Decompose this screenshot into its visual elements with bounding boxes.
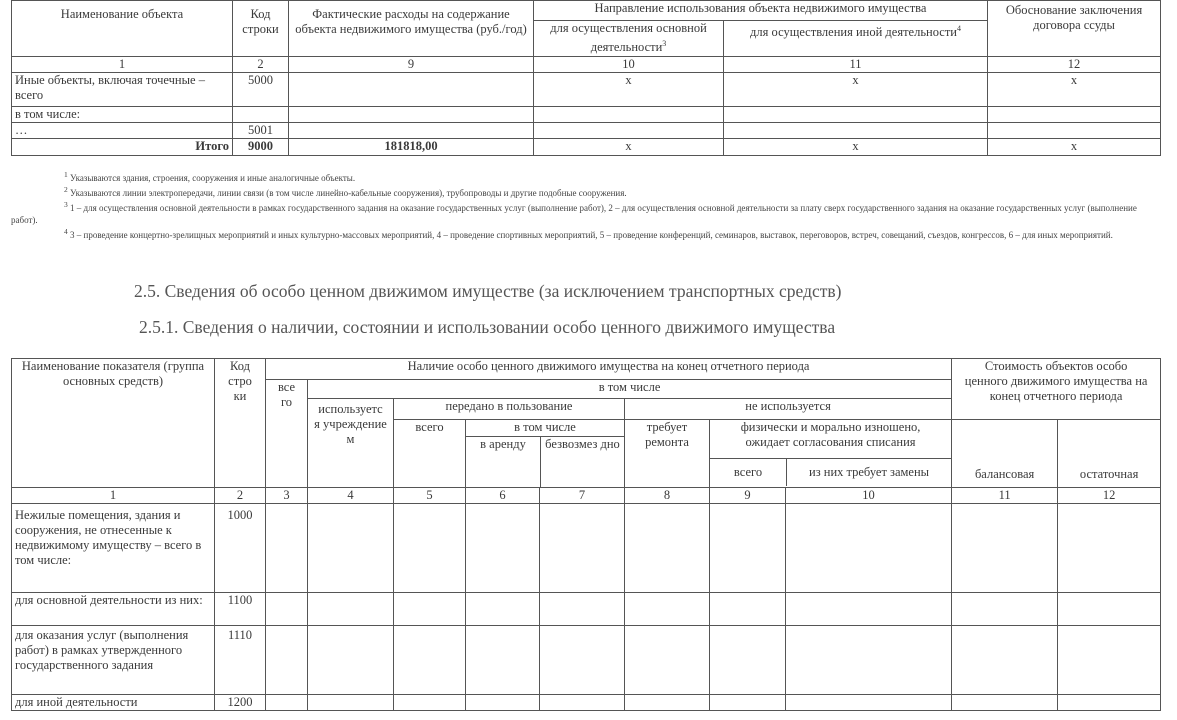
row-code: 1000 (215, 504, 266, 593)
col-number: 3 (266, 488, 308, 504)
header-worn-replace: из них требует замены (809, 465, 930, 479)
table-row (12, 123, 1161, 139)
footnote: $^2$ Указываются линии электропередачи, линии связи (в том числе линейно-кабельные сооружения), трубопроводы и другие подобные сооружения. (64, 185, 627, 198)
col-number: 9 (710, 488, 786, 504)
header-code: Код стро ки (215, 359, 266, 488)
row-code: 1100 (215, 593, 266, 626)
header-total: все го (266, 380, 308, 488)
footnote: $^3$ 1 – для осуществления основной деятельности в рамках государственного задания на оказание государственных услуг (выполнение работ), 2 – для осуществления основной деятельности за плату сверх государственного задания на оказание государственных услуг (выполнение работ). (11, 200, 1137, 225)
col-number: 9 (289, 57, 534, 73)
header-trans-incl: в том числе (466, 420, 624, 437)
footnote: $^4$ 3 – проведение концертно-зрелищных мероприятий и иных культурно-массовых мероприятий, 4 – проведение спортивных мероприятий, 5 – проведение конференций, семинаров, выставок, переговоров, встреч, совещаний, съездов, конгрессов, 6 – для иных мероприятий. (64, 227, 1113, 240)
table-row (12, 626, 1161, 695)
valuable-property-table (11, 358, 1161, 711)
header-trans-total: всего (394, 420, 466, 488)
col-number: 12 (988, 57, 1161, 73)
row-c10: x (534, 73, 724, 107)
row-name: для иной деятельности (12, 695, 215, 711)
total-row (12, 139, 1161, 156)
row-expenses: 181818,00 (289, 139, 534, 156)
col-number: 2 (233, 57, 289, 73)
row-name: Итого (12, 139, 233, 156)
footnotes (11, 169, 1161, 241)
row-c12 (988, 123, 1161, 139)
header-justification: Обоснование заключения договора ссуды (988, 1, 1161, 57)
section-title: 2.5. Сведения об особо ценном движимом имуществе (за исключением транспортных средств) (134, 281, 842, 301)
col-number: 8 (625, 488, 710, 504)
row-c11 (724, 107, 988, 123)
header-main-activity: для осуществления основной деятельности$^3$ (534, 21, 724, 57)
footnote: $^1$ Указываются здания, строения, сооружения и иные аналогичные объекты. (64, 170, 356, 183)
row-c11: x (724, 73, 988, 107)
col-number: 11 (724, 57, 988, 73)
section-subtitle: 2.5.1. Сведения о наличии, состоянии и использовании особо ценного движимого имущества (139, 317, 836, 337)
row-name: Нежилые помещения, здания и сооружения, не отнесенные к недвижимому имуществу – всего в том числе: (12, 504, 215, 593)
row-code: 1200 (215, 695, 266, 711)
row-c10: x (534, 139, 724, 156)
table-row (12, 504, 1161, 593)
header-used: используетс я учреждение м (308, 399, 394, 488)
row-code: 5001 (233, 123, 289, 139)
header-code: Код строки (233, 1, 289, 57)
table-row (12, 593, 1161, 626)
header-repair: требует ремонта (625, 420, 710, 488)
header-residual: остаточная (1058, 420, 1161, 488)
row-c11 (724, 123, 988, 139)
column-numbers-row (12, 488, 1161, 504)
col-number: 5 (394, 488, 466, 504)
header-not-used: не используется (625, 399, 952, 420)
col-number: 6 (466, 488, 540, 504)
col-number: 12 (1058, 488, 1161, 504)
row-c12 (988, 107, 1161, 123)
header-expenses: Фактические расходы на содержание объекта недвижимого имущества (руб./год) (289, 1, 534, 57)
column-numbers-row (12, 57, 1161, 73)
header-worn-group (710, 420, 952, 488)
row-code: 1110 (215, 626, 266, 695)
header-free: безвозмез дно (545, 437, 620, 451)
col-number: 10 (534, 57, 724, 73)
col-number: 1 (12, 57, 233, 73)
col-number: 1 (12, 488, 215, 504)
row-code: 9000 (233, 139, 289, 156)
row-c10 (534, 107, 724, 123)
row-c12: x (988, 139, 1161, 156)
col-number: 7 (540, 488, 625, 504)
row-name: для оказания услуг (выполнения работ) в рамках утвержденного государственного задания (12, 626, 215, 695)
header-incl: в том числе (308, 380, 952, 399)
header-cost: Стоимость объектов особо ценного движимого имущества на конец отчетного периода (952, 359, 1161, 420)
row-c11: x (724, 139, 988, 156)
header-name: Наименование показателя (группа основных средств) (12, 359, 215, 488)
col-number: 4 (308, 488, 394, 504)
property-table (11, 0, 1161, 156)
table-row (12, 73, 1161, 107)
row-expenses (289, 107, 534, 123)
row-name: Иные объекты, включая точечные – всего (12, 73, 233, 107)
row-expenses (289, 73, 534, 107)
col-number: 10 (786, 488, 952, 504)
header-rent: в аренду (466, 437, 541, 487)
header-name: Наименование объекта (12, 1, 233, 57)
row-expenses (289, 123, 534, 139)
header-direction: Направление использования объекта недвижимого имущества (534, 1, 988, 21)
header-trans-incl-group (466, 420, 625, 488)
row-c10 (534, 123, 724, 139)
row-code: 5000 (233, 73, 289, 107)
header-worn-total: всего (710, 459, 787, 486)
header-availability: Наличие особо ценного движимого имущества на конец отчетного периода (266, 359, 952, 380)
header-worn: физически и морально изношено, ожидает согласования списания (710, 420, 951, 459)
row-name: … (12, 123, 233, 139)
col-number: 2 (215, 488, 266, 504)
row-c12: x (988, 73, 1161, 107)
header-other-activity: для осуществления иной деятельности$^4$ (724, 21, 988, 57)
row-name: для основной деятельности из них: (12, 593, 215, 626)
table-row (12, 107, 1161, 123)
row-name: в том числе: (12, 107, 233, 123)
header-balance: балансовая (952, 420, 1058, 488)
col-number: 11 (952, 488, 1058, 504)
table-row (12, 695, 1161, 711)
header-transferred: передано в пользование (394, 399, 625, 420)
row-code (233, 107, 289, 123)
